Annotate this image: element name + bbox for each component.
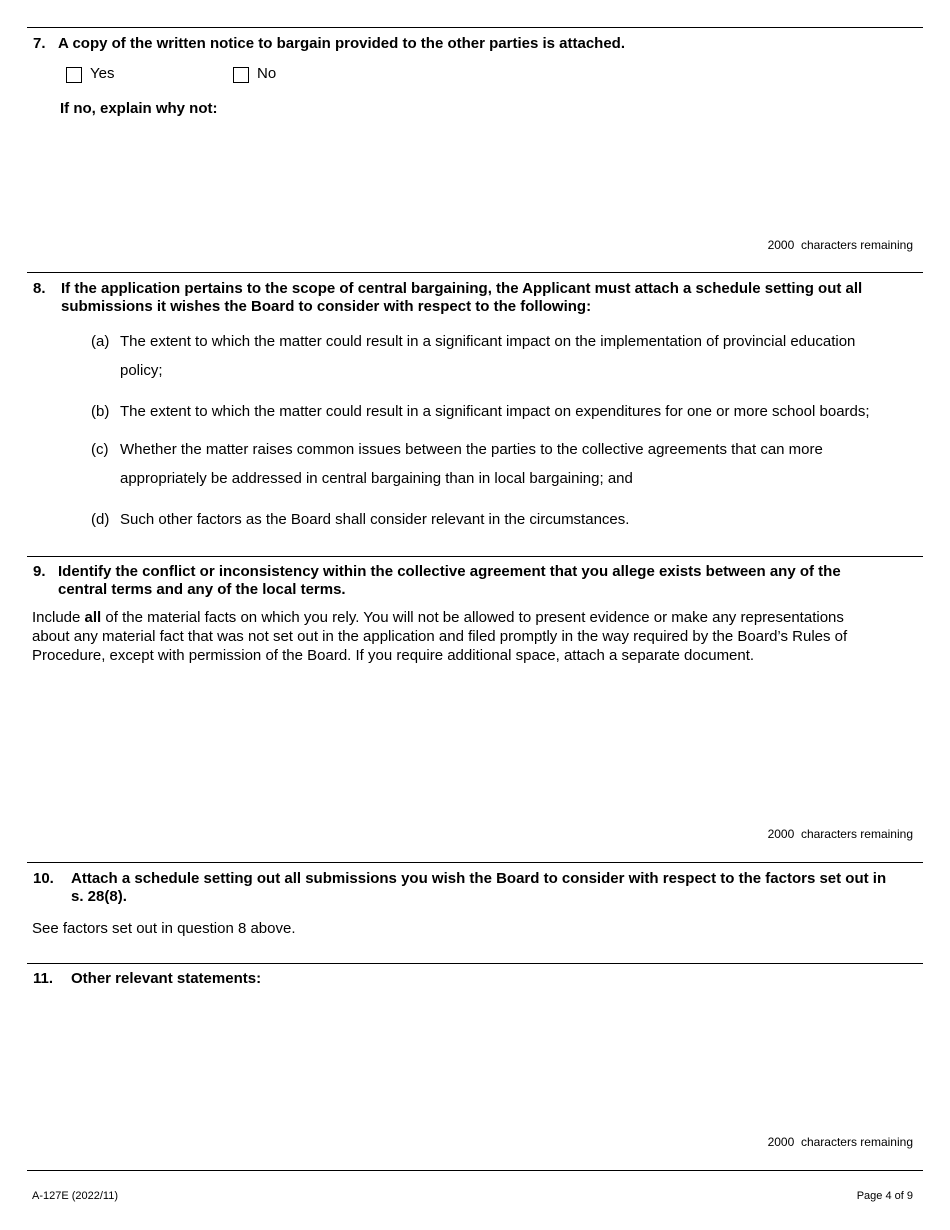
divider-q9 xyxy=(27,556,923,557)
q8-question-line2: submissions it wishes the Board to consider with respect to the following: xyxy=(61,298,592,315)
q8-item-a-line2: policy; xyxy=(120,362,163,379)
form-id: A-127E (2022/11) xyxy=(32,1190,119,1202)
q7-characters-remaining: 2000 characters remaining xyxy=(767,238,913,252)
q8-item-c-line1: Whether the matter raises common issues between the parties to the collective agreements that can more xyxy=(120,441,823,458)
q10-question-line1: Attach a schedule setting out all submissions you wish the Board to consider with respect to the factors set out in xyxy=(71,870,887,887)
q7-explain-field[interactable] xyxy=(58,122,922,234)
q9-instr-pre: Include xyxy=(32,609,85,626)
q9-instr-post: of the material facts on which you rely. You will not be allowed to present evidence or make any representations xyxy=(101,609,844,626)
q9-number: 9. xyxy=(33,563,46,580)
q10-note: See factors set out in question 8 above. xyxy=(32,920,296,937)
q11-question: Other relevant statements: xyxy=(71,970,262,987)
divider-q10 xyxy=(27,862,923,863)
q8-number: 8. xyxy=(33,280,46,297)
q10-number: 10. xyxy=(33,870,54,887)
q7-no-checkbox[interactable] xyxy=(233,67,249,83)
q9-response-field[interactable] xyxy=(32,672,922,821)
q11-number: 11. xyxy=(33,970,54,987)
q8-item-d-line1: Such other factors as the Board shall consider relevant in the circumstances. xyxy=(120,511,630,528)
q10-question-line2: s. 28(8). xyxy=(71,888,127,905)
divider-q11 xyxy=(27,963,923,964)
q7-explain-label: If no, explain why not: xyxy=(60,100,218,117)
q8-item-c-letter: (c) xyxy=(91,441,109,458)
q7-yes-checkbox[interactable] xyxy=(66,67,82,83)
q8-item-a-letter: (a) xyxy=(91,333,110,350)
q9-question-line2: central terms and any of the local terms. xyxy=(58,581,346,598)
q9-instr-bold: all xyxy=(84,609,102,626)
q8-question-line1: If the application pertains to the scope of central bargaining, the Applicant must attach a schedule setting out all xyxy=(61,280,863,297)
q8-item-b-line1: The extent to which the matter could result in a significant impact on expenditures for one or more school boards; xyxy=(120,403,870,420)
q11-response-field[interactable] xyxy=(32,995,922,1127)
q11-characters-remaining: 2000 characters remaining xyxy=(767,1135,913,1149)
q7-question: A copy of the written notice to bargain provided to the other parties is attached. xyxy=(58,35,626,52)
q7-number: 7. xyxy=(33,35,46,52)
q9-question-line1: Identify the conflict or inconsistency within the collective agreement that you allege exists between any of the xyxy=(58,563,841,580)
divider-footer xyxy=(27,1170,923,1171)
q9-characters-remaining: 2000 characters remaining xyxy=(767,827,913,841)
q7-no-label: No xyxy=(257,65,277,82)
q9-instructions-line1 xyxy=(32,608,844,627)
q8-item-a-line1: The extent to which the matter could result in a significant impact on the implementation of provincial education xyxy=(120,333,856,350)
q9-instructions-line3: Procedure, except with permission of the Board. If you require additional space, attach a separate document. xyxy=(32,647,755,664)
divider-q8 xyxy=(27,272,923,273)
q9-instructions-line2: about any material fact that was not set out in the application and filed promptly in the way required by the Board’s Rules of xyxy=(32,628,848,645)
q8-item-d-letter: (d) xyxy=(91,511,110,528)
q8-item-c-line2: appropriately be addressed in central bargaining than in local bargaining; and xyxy=(120,470,633,487)
q7-yes-label: Yes xyxy=(90,65,115,82)
q8-item-b-letter: (b) xyxy=(91,403,110,420)
divider-top xyxy=(27,27,923,28)
page-number: Page 4 of 9 xyxy=(856,1190,913,1202)
